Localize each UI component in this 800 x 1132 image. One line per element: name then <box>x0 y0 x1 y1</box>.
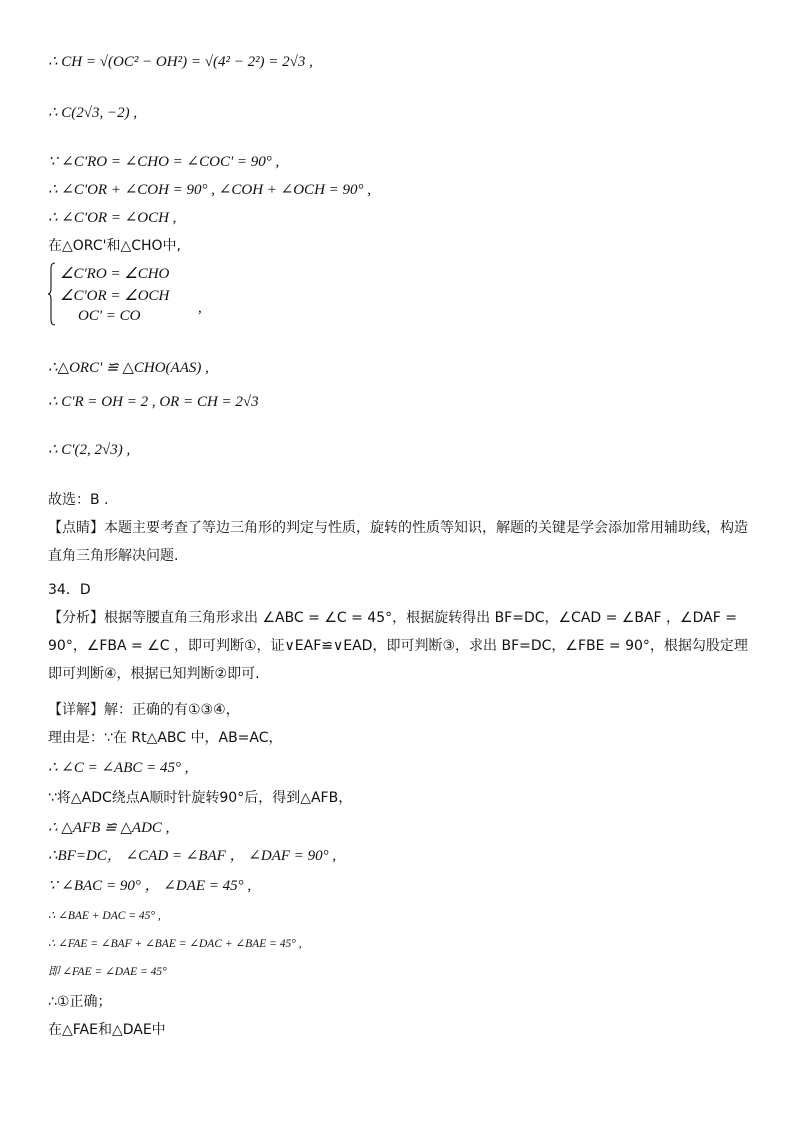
line-ch-calc: ∴ CH = √(OC² − OH²) = √(4² − 2²) = 2√3 , <box>48 54 313 70</box>
line-angle-sums: ∴ ∠C'OR + ∠COH = 90° , ∠COH + ∠OCH = 90° , <box>48 182 372 198</box>
line-answer: 故选：B . <box>48 492 109 508</box>
system-row-2: ∠C'OR = ∠OCH <box>60 288 170 304</box>
equation-system <box>48 262 268 330</box>
system-row-1: ∠C'RO = ∠CHO <box>60 266 170 282</box>
line-bae-dac: ∴ ∠BAE + DAC = 45° , <box>48 910 161 922</box>
line-congruent: ∴△ORC' ≌ △CHO(AAS) , <box>48 360 209 376</box>
line-lengths: ∴ C'R = OH = 2 , OR = CH = 2√3 <box>48 394 259 410</box>
line-reason: 理由是：∵在 Rt△ABC 中，AB=AC， <box>48 730 283 746</box>
line-c-prime-coord: ∴ C'(2, 2√3) , <box>48 442 131 458</box>
line-afb-congruent: ∴ △AFB ≌ △ADC , <box>48 820 170 836</box>
line-angle-c: ∴ ∠C = ∠ABC = 45° , <box>48 760 189 776</box>
line-c-coord: ∴ C(2√3, −2) , <box>48 105 138 121</box>
line-triangles-intro: 在△ORC'和△CHO中, <box>48 238 181 254</box>
line-one-correct: ∴①正确； <box>48 994 112 1010</box>
line-angle-equal: ∴ ∠C'OR = ∠OCH , <box>48 210 177 226</box>
line-fae-sum: ∴ ∠FAE = ∠BAF + ∠BAE = ∠DAC + ∠BAE = 45° , <box>48 938 302 950</box>
line-bf-dc: ∴BF=DC， ∠CAD = ∠BAF ， ∠DAF = 90° , <box>48 848 337 864</box>
line-fae-dae-intro: 在△FAE和△DAE中 <box>48 1022 166 1038</box>
line-dianjing: 【点睛】本题主要考查了等边三角形的判定与性质，旋转的性质等知识，解题的关键是学会添加常用辅助线，构造直角三角形解决问题. <box>48 520 748 564</box>
system-row-3: OC' = CO <box>78 308 141 324</box>
line-detail-intro: 【详解】解：正确的有①③④， <box>48 702 240 718</box>
line-fae-dae: 即 ∠FAE = ∠DAE = 45° <box>48 966 167 978</box>
question-number: 34．D <box>48 582 91 598</box>
left-brace-icon <box>48 262 56 326</box>
line-bac-dae: ∵ ∠BAC = 90° ， ∠DAE = 45° , <box>48 878 252 894</box>
system-trail: , <box>198 300 202 316</box>
line-rotation: ∵将△ADC绕点A顺时针旋转90°后，得到△AFB， <box>48 790 353 806</box>
line-analysis: 【分析】根据等腰直角三角形求出 ∠ABC = ∠C = 45°，根据旋转得出 BF=DC，∠CAD = ∠BAF ，∠DAF = 90°，∠FBA = ∠C ，即可判断①，证∨EAF≌∨EAD，即可判断③，求出 BF=DC，∠FBE = 90°，根据勾股定理即可判断④，根据已知判断②即可. <box>48 610 748 682</box>
line-right-angles: ∵ ∠C'RO = ∠CHO = ∠COC' = 90° , <box>48 154 280 170</box>
